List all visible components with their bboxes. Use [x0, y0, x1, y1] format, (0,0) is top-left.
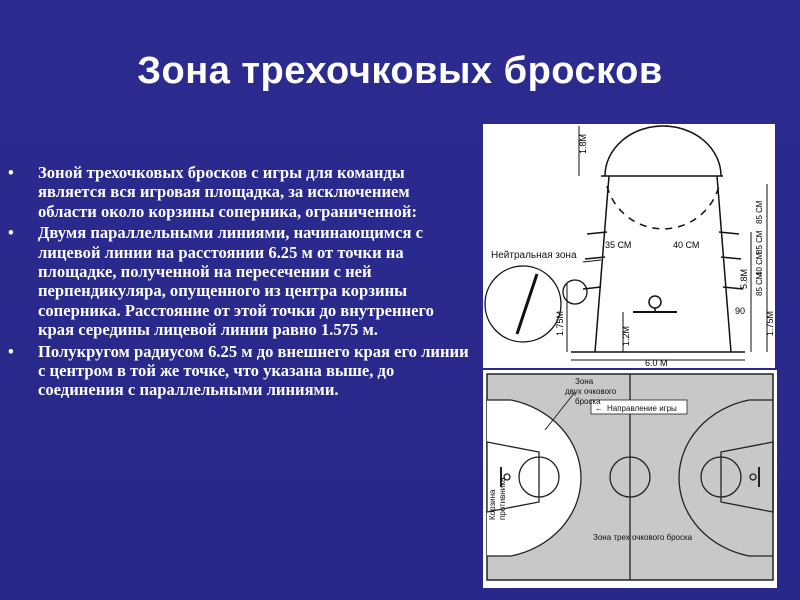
dim-label-6: 6.0 М [645, 358, 668, 368]
two-point-zone-label-3: броска [575, 397, 601, 406]
two-point-zone-label-2: двух очкового [565, 387, 617, 396]
court-zones-svg [483, 370, 777, 588]
bullet-text: Зоной трехочковых бросков с игры для команды является вся игровая площадка, за исключением области около корзины соперника, ограниченной: [38, 163, 417, 221]
neutral-zone-mark [517, 274, 537, 334]
dim-label-40r: 40 СМ [755, 252, 764, 276]
dim-label-12: 1.2М [621, 325, 631, 346]
neutral-zone-label: Нейтральная зона [491, 250, 577, 261]
two-point-zone-label-1: Зона [575, 377, 594, 386]
dim-label-top: 1.8М [578, 133, 588, 154]
slide-title: Зона трехочковых бросков [137, 50, 663, 92]
lane-line-left [595, 176, 609, 352]
bullet-symbol: • [8, 163, 14, 182]
neutral-zone-magnifier [485, 266, 561, 342]
three-point-dimensions-diagram [483, 124, 775, 368]
opponent-basket-label-2: противника [498, 477, 507, 520]
dim-label-85a: 85 СМ [755, 200, 764, 224]
direction-label: Направление игры [607, 404, 677, 413]
three-point-zone-label: Зона трех очкового броска [593, 533, 693, 542]
opponent-basket-label-1: Корзина [488, 489, 497, 520]
neutral-zone-pointer [583, 260, 601, 262]
free-throw-circle [605, 126, 721, 176]
bullet-symbol: • [8, 223, 14, 243]
dim-label-90: 90 [735, 306, 746, 316]
direction-arrow: ← [595, 404, 603, 413]
dim-label-85b: 85 СМ [755, 230, 764, 254]
free-throw-circle-dashed [607, 186, 719, 229]
basket-ring [649, 296, 661, 308]
dim-label-85c: 85 СМ [755, 272, 764, 296]
bullet-item [8, 163, 470, 221]
bullet-list [8, 163, 470, 402]
dim-label-175-left: 1.75М [555, 310, 565, 336]
lane-line-right [717, 176, 731, 352]
dim-label-40: 40 СМ [673, 240, 700, 250]
dim-label-58: 5.8М [739, 268, 749, 289]
bullet-symbol: • [8, 341, 14, 361]
bullet-item [8, 342, 470, 400]
court-zones-diagram [483, 370, 777, 588]
dim-label-175-right: 1.75М [765, 310, 775, 336]
dim-label-35: 35 СМ [605, 240, 632, 250]
bullet-item [8, 223, 470, 339]
bullet-text: Полукругом радиусом 6.25 м до внешнего края его линии с центром в той же точке, что указана выше, до соединения с параллельными линиями. [38, 341, 469, 400]
bullet-text: Двумя параллельными линиями, начинающимся с лицевой линии на расстоянии 6.25 м от точки на площадке, полученной на пересечении с ней перпендикуляра, опущенного из центра корзины соперника. Расстояние от этой точки до внутреннего края середины лицевой линии равно 1.575 м. [38, 223, 434, 340]
three-point-dimensions-svg [483, 124, 775, 368]
